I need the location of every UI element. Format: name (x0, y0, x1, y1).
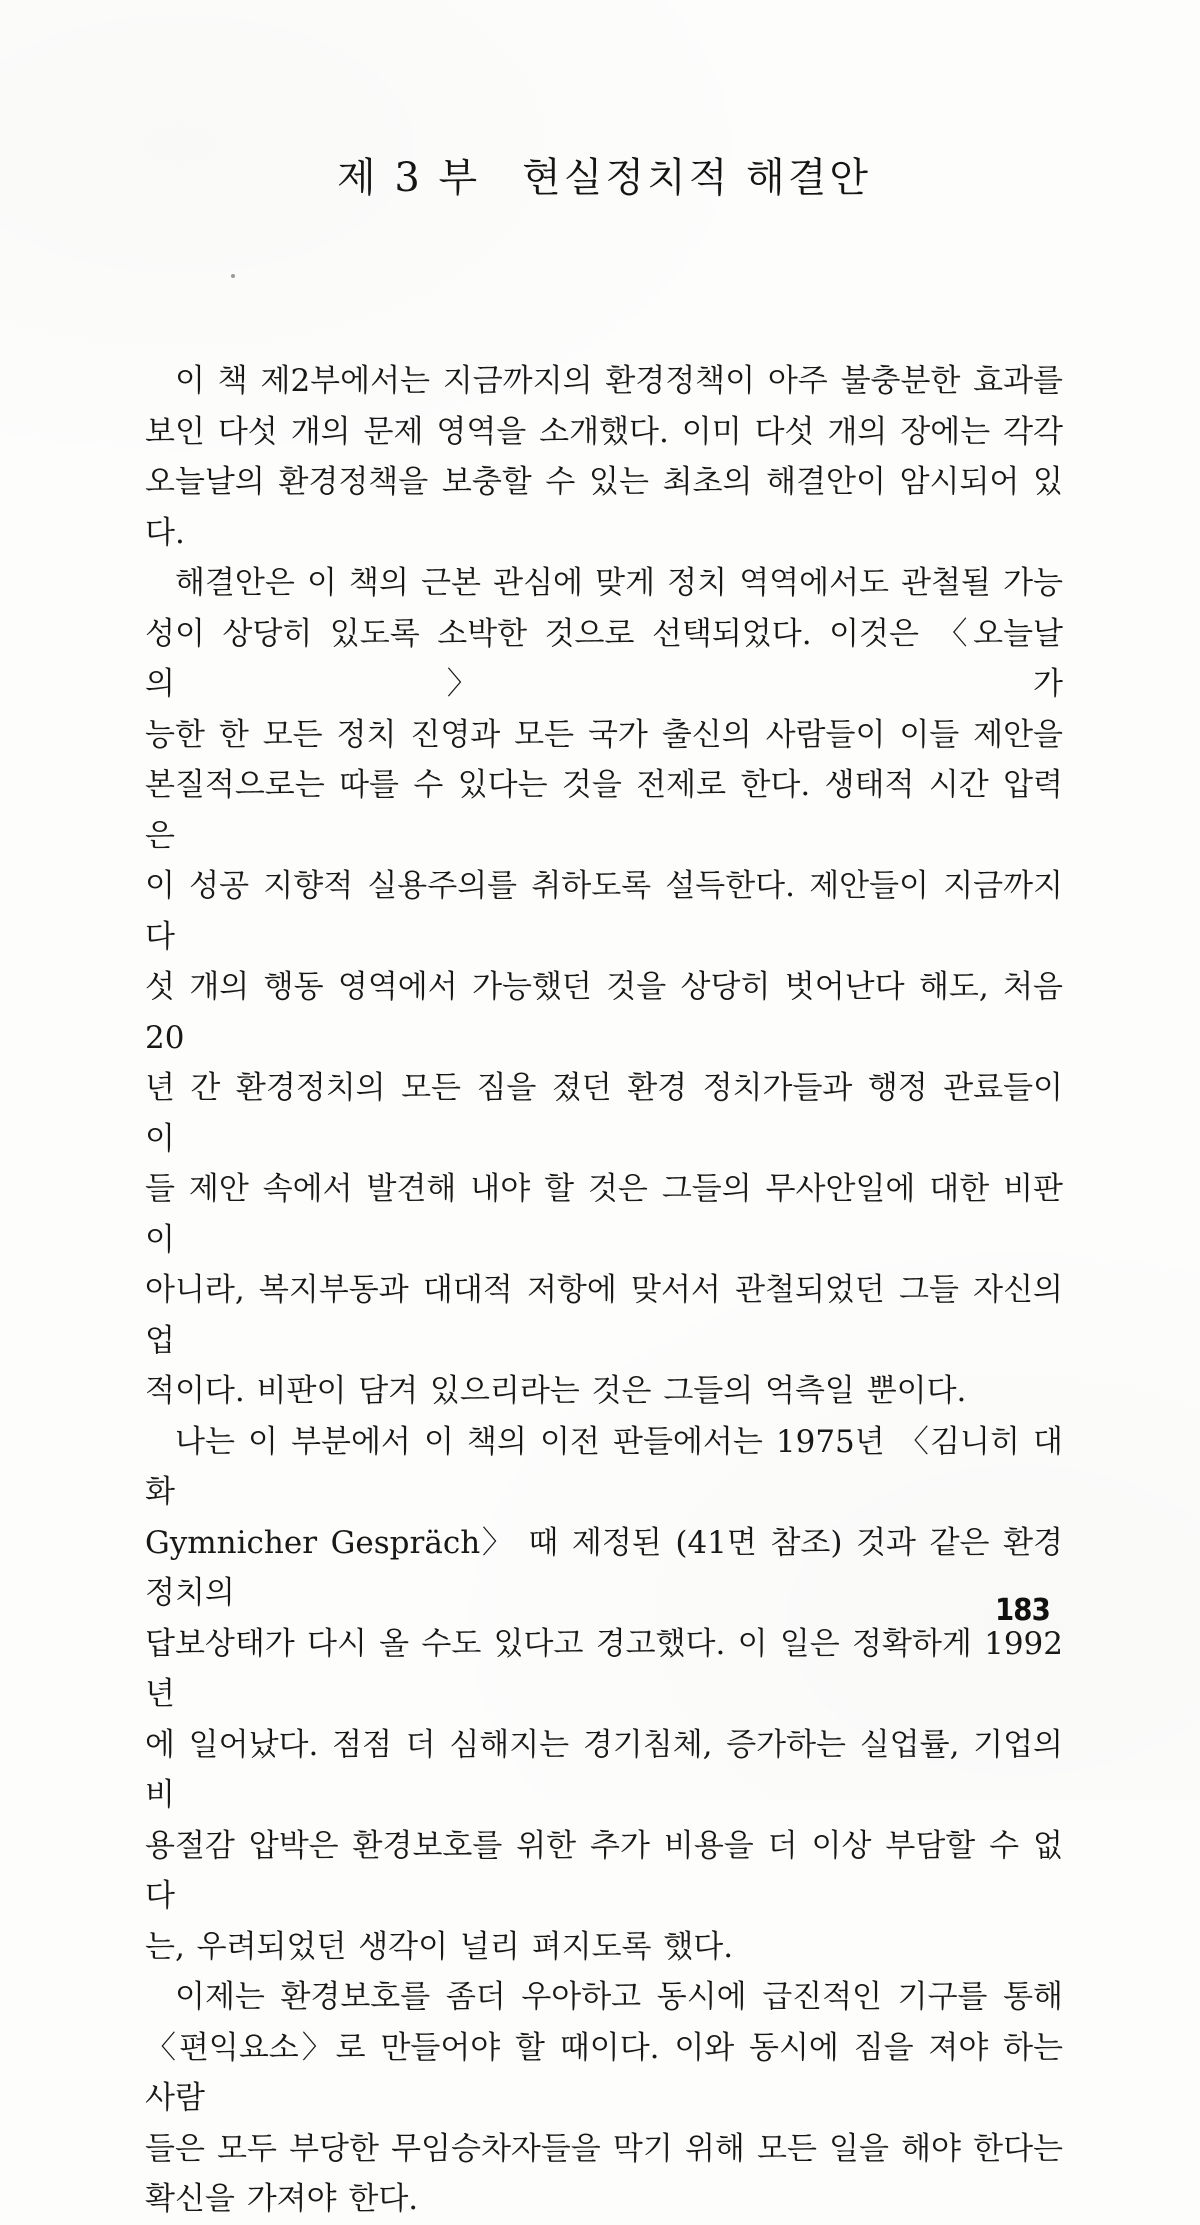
text-line: 적이다. 비판이 담겨 있으리라는 것은 그들의 억측일 뿐이다. (145, 1373, 967, 1409)
text-line: 본질적으로는 따를 수 있다는 것을 전제로 한다. 생태적 시간 압력은 (145, 767, 1063, 854)
text-line: 이 책 제2부에서는 지금까지의 환경정책이 아주 불충분한 효과를 (175, 363, 1063, 399)
text-line: 나는 이 부분에서 이 책의 이전 판들에서는 1975년 〈김니히 대화 (145, 1423, 1063, 1510)
text-line: 년 간 환경정치의 모든 짐을 졌던 환경 정치가들과 행정 관료들이 이 (145, 1070, 1063, 1157)
text-line: 보인 다섯 개의 문제 영역을 소개했다. 이미 다섯 개의 장에는 각각 (145, 413, 1063, 450)
page-number: 183 (995, 1593, 1050, 1628)
text-line: 들 제안 속에서 발견해 내야 할 것은 그들의 무사안일에 대한 비판이 (145, 1171, 1063, 1258)
text-line: 답보상태가 다시 올 수도 있다고 경고했다. 이 일은 정확하게 1992년 (145, 1625, 1063, 1712)
scan-artifact-dot (231, 274, 235, 278)
chapter-title (145, 146, 1063, 203)
text-line: 이제는 환경보호를 좀더 우아하고 동시에 급진적인 기구를 통해 (175, 1979, 1063, 2015)
text-line: 성이 상당히 있도록 소박한 것으로 선택되었다. 이것은 〈오늘날의〉 가 (145, 615, 1063, 702)
text-line: 들은 모두 부당한 무임승차자들을 막기 위해 모든 일을 해야 한다는 (145, 2130, 1063, 2167)
text-line: 확신을 가져야 한다. (145, 2181, 419, 2217)
chapter-title-part: 제 3 부 (336, 155, 481, 201)
text-line: 아니라, 복지부동과 대대적 저항에 맞서서 관철되었던 그들 자신의 업 (145, 1272, 1063, 1359)
text-line: 섯 개의 행동 영역에서 가능했던 것을 상당히 벗어난다 해도, 처음 20 (145, 969, 1063, 1056)
text-line: Gymnicher Gespräch〉 때 제정된 (41면 참조) 것과 같은 환경정치의 (145, 1524, 1063, 1611)
text-line: 능한 한 모든 정치 진영과 모든 국가 출신의 사람들이 이들 제안을 (145, 716, 1063, 753)
text-line: 이 성공 지향적 실용주의를 취하도록 설득한다. 제안들이 지금까지 다 (145, 868, 1063, 955)
text-body (145, 356, 1063, 2225)
text-line: 는, 우려되었던 생각이 널리 펴지도록 했다. (145, 1928, 734, 1965)
text-line: 해결안은 이 책의 근본 관심에 맞게 정치 역역에서도 관철될 가능 (175, 565, 1063, 601)
text-line: 오늘날의 환경정책을 보충할 수 있는 최초의 해결안이 암시되어 있다. (145, 464, 1063, 551)
text-line: 〈편익요소〉로 만들어야 할 때이다. 이와 동시에 짐을 져야 하는 사람 (145, 2029, 1063, 2116)
chapter-title-subject: 현실정치적 해결안 (522, 155, 871, 201)
text-line: 에 일어났다. 점점 더 심해지는 경기침체, 증가하는 실업률, 기업의 비 (145, 1726, 1063, 1813)
text-line: 용절감 압박은 환경보호를 위한 추가 비용을 더 이상 부담할 수 없다 (145, 1827, 1063, 1914)
